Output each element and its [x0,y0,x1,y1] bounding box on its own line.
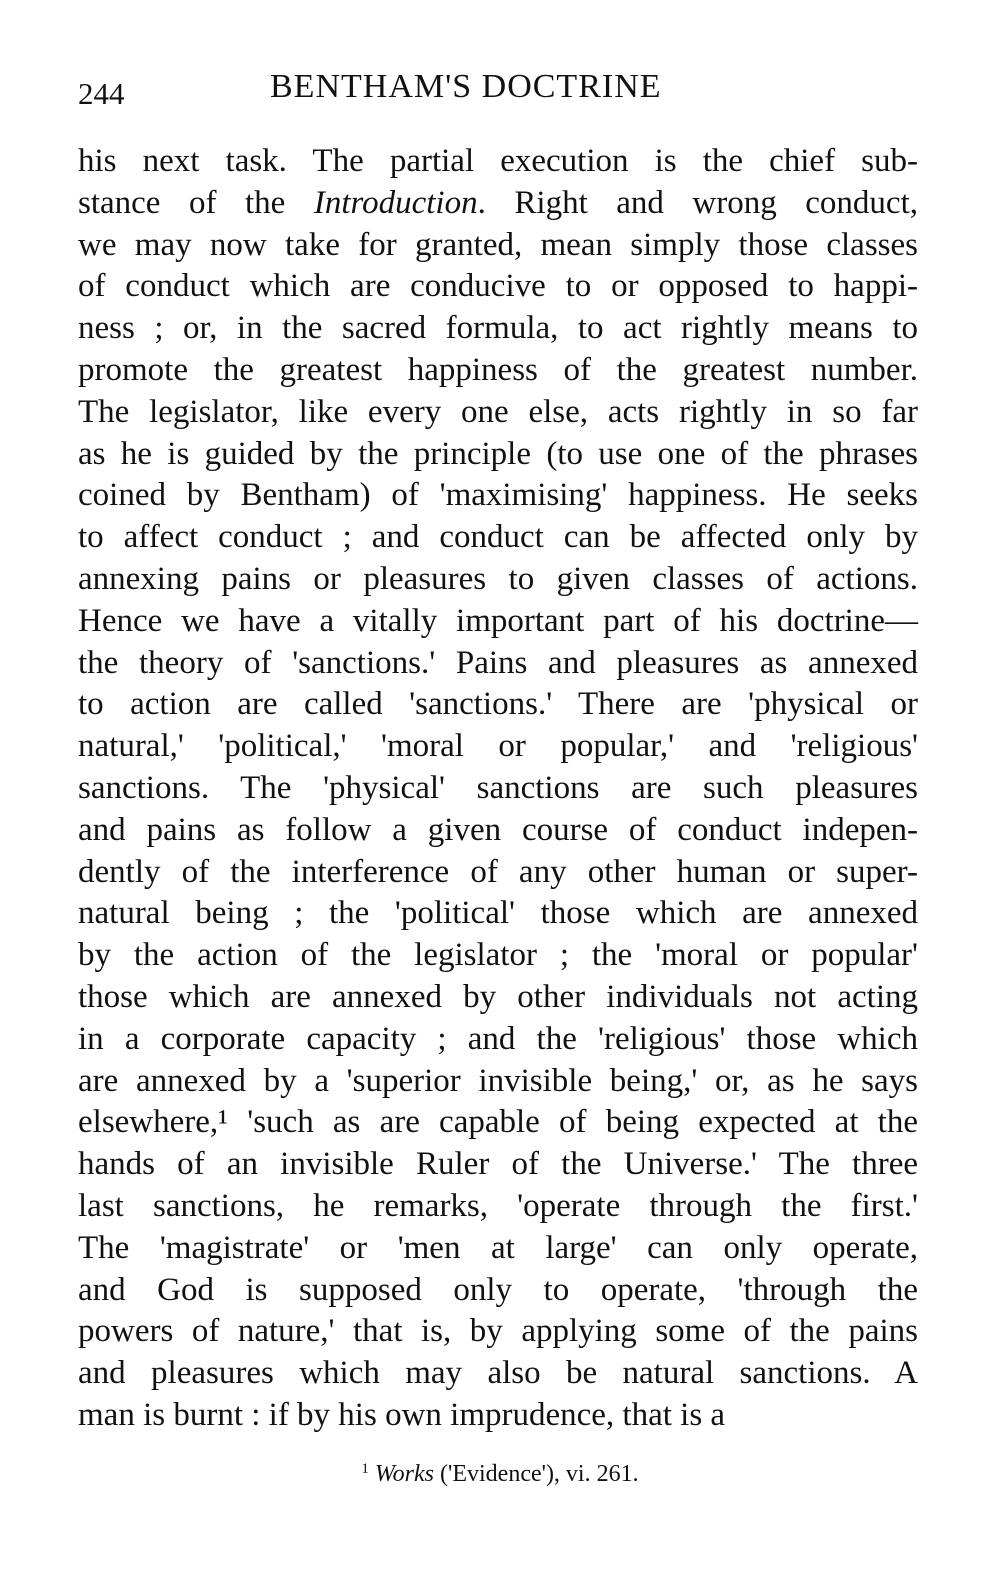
text-line: last sanctions, he remarks, 'operate through the first.' [78,1187,918,1224]
body-text [78,141,918,1437]
text-line: powers of nature,' that is, by applying some of the pains [78,1313,918,1350]
text-line: dently of the interference of any other human or super- [78,853,918,890]
text-line: to affect conduct ; and conduct can be affected only by [78,519,918,556]
text-line: promote the greatest happiness of the greatest number. [78,351,918,388]
running-title: BENTHAM'S DOCTRINE [270,68,662,105]
text-line: natural,' 'political,' 'moral or popular,' and 'religious' [78,728,918,765]
text-line: and pains as follow a given course of conduct indepen- [78,811,918,848]
text-line: and God is supposed only to operate, 'through the [78,1271,918,1308]
text-line: as he is guided by the principle (to use one of the phrases [78,435,918,472]
text-line: by the action of the legislator ; the 'moral or popular' [78,937,918,974]
footnote-marker: 1 [361,1461,369,1477]
text-line: are annexed by a 'superior invisible being,' or, as he says [78,1062,918,1099]
text-line: those which are annexed by other individuals not acting [78,978,918,1015]
text-line: sanctions. The 'physical' sanctions are such pleasures [78,769,918,806]
text-line: and pleasures which may also be natural sanctions. A [78,1355,918,1392]
text-line: his next task. The partial execution is the chief sub- [78,143,918,179]
text-line: hands of an invisible Ruler of the Universe.' The three [78,1146,918,1183]
text-line: stance of the Introduction. Right and wrong conduct, [78,184,918,221]
text-line: we may now take for granted, mean simply those classes [78,226,918,263]
page-number: 244 [78,76,125,111]
text-line: man is burnt : if by his own imprudence, that is a [78,1396,726,1433]
page-header [78,68,918,128]
footnote-work-title: Works [374,1461,435,1487]
text-line: to action are called 'sanctions.' There are 'physical or [78,686,918,723]
text-line: the theory of 'sanctions.' Pains and pleasures as annexed [78,644,918,681]
text-line: The 'magistrate' or 'men at large' can only operate, [78,1229,918,1266]
text-line: elsewhere,¹ 'such as are capable of being expected at the [78,1104,918,1141]
italic-book-title: Introduction [313,184,478,221]
text-line: coined by Bentham) of 'maximising' happiness. He seeks [78,477,918,514]
text-line: The legislator, like every one else, acts rightly in so far [78,393,918,430]
footnote-reference: ('Evidence'), vi. 261. [440,1461,639,1487]
text-line: in a corporate capacity ; and the 'religious' those which [78,1020,918,1057]
text-line: annexing pains or pleasures to given classes of actions. [78,560,918,597]
text-line: natural being ; the 'political' those which are annexed [78,895,918,932]
footnote [0,1461,1000,1488]
text-line: of conduct which are conducive to or opposed to happi- [78,268,918,305]
text-line: Hence we have a vitally important part of his doctrine— [78,602,918,639]
text-line: ness ; or, in the sacred formula, to act rightly means to [78,310,918,347]
